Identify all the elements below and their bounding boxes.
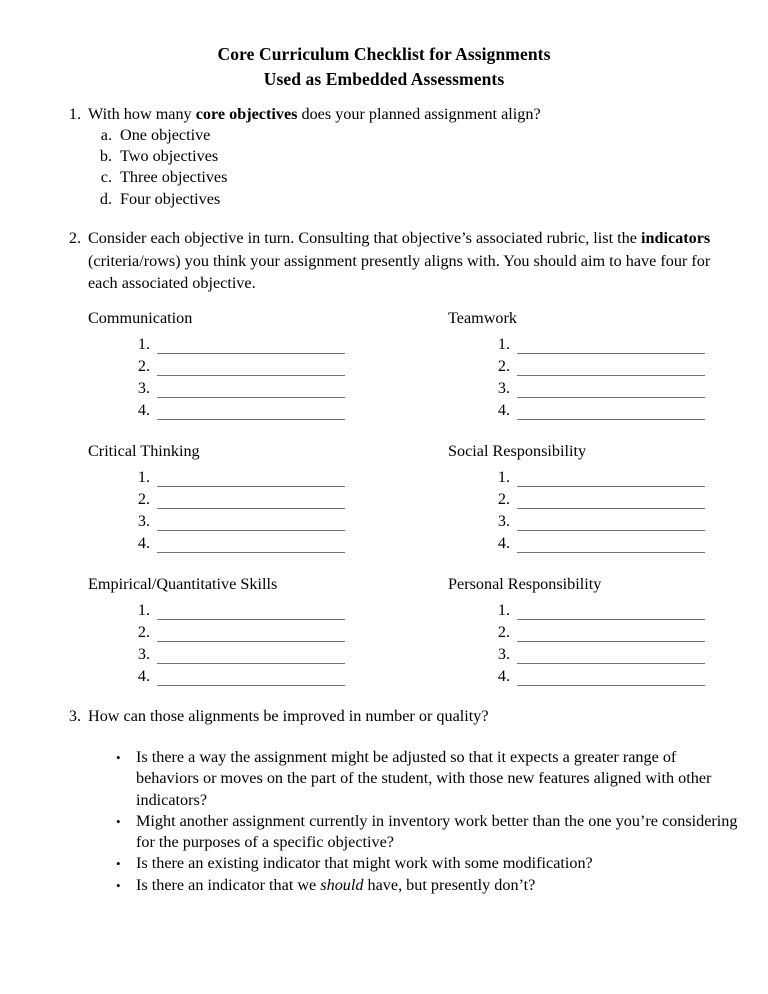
question-3-bullet-list bbox=[112, 747, 740, 896]
blank-line-field[interactable] bbox=[517, 470, 705, 487]
page-title-line-1: Core Curriculum Checklist for Assignments bbox=[217, 44, 551, 64]
blank-line-row[interactable] bbox=[495, 354, 718, 376]
objective-blank-lines bbox=[448, 465, 718, 553]
objective-block-communication bbox=[88, 308, 403, 420]
question-2-emphasis: indicators bbox=[640, 229, 711, 247]
list-item-text: Is there an existing indicator that might work with some modification? bbox=[136, 854, 593, 873]
question-3 bbox=[60, 705, 720, 728]
blank-line-row[interactable] bbox=[495, 465, 718, 487]
question-3-number: 3. bbox=[68, 707, 81, 725]
blank-line-number: 1. bbox=[137, 335, 150, 353]
objective-blank-lines bbox=[88, 598, 403, 686]
bullet-icon: • bbox=[116, 877, 121, 893]
objective-block-social-responsibility bbox=[403, 441, 718, 553]
blank-line-row[interactable] bbox=[135, 509, 403, 531]
list-item-text-part-2: have, but presently don’t? bbox=[363, 875, 536, 894]
blank-line-row[interactable] bbox=[495, 531, 718, 553]
blank-line-field[interactable] bbox=[517, 669, 705, 686]
objective-blank-lines bbox=[88, 465, 403, 553]
objective-title: Personal Responsibility bbox=[448, 575, 602, 593]
blank-line-field[interactable] bbox=[517, 514, 705, 531]
option-b[interactable] bbox=[99, 146, 227, 167]
objective-blank-lines bbox=[88, 332, 403, 420]
blank-line-field[interactable] bbox=[157, 492, 345, 509]
blank-line-number: 3. bbox=[137, 512, 150, 530]
list-item-text bbox=[136, 875, 740, 896]
blank-line-field[interactable] bbox=[157, 536, 345, 553]
option-a-label: One objective bbox=[120, 126, 211, 144]
list-item bbox=[112, 853, 740, 874]
objectives-row-1 bbox=[88, 308, 718, 420]
question-1-text bbox=[88, 103, 660, 126]
option-a[interactable] bbox=[99, 125, 227, 146]
question-1 bbox=[60, 103, 660, 126]
blank-line-number: 3. bbox=[137, 645, 150, 663]
blank-line-field[interactable] bbox=[517, 647, 705, 664]
objective-block-empirical-quantitative-skills bbox=[88, 574, 403, 686]
blank-line-row[interactable] bbox=[495, 598, 718, 620]
blank-line-number: 1. bbox=[137, 601, 150, 619]
list-item bbox=[112, 811, 740, 854]
list-item-text: Might another assignment currently in inventory work better than the one you’re considering for the purposes of a specific objective? bbox=[136, 811, 738, 852]
blank-line-field[interactable] bbox=[157, 669, 345, 686]
question-1-number: 1. bbox=[68, 105, 81, 123]
blank-line-number: 1. bbox=[137, 468, 150, 486]
option-c-letter: c. bbox=[100, 168, 112, 187]
bullet-icon: • bbox=[116, 813, 121, 829]
bullet-icon: • bbox=[116, 750, 121, 765]
blank-line-row[interactable] bbox=[495, 376, 718, 398]
blank-line-field[interactable] bbox=[517, 536, 705, 553]
blank-line-number: 4. bbox=[137, 401, 150, 419]
blank-line-field[interactable] bbox=[157, 470, 345, 487]
list-item-emphasis: should bbox=[320, 875, 364, 894]
option-d-label: Four objectives bbox=[120, 189, 221, 208]
list-item bbox=[112, 875, 740, 896]
blank-line-number: 3. bbox=[497, 645, 510, 663]
question-2-number: 2. bbox=[68, 229, 81, 247]
blank-line-number: 4. bbox=[497, 667, 510, 685]
page-title bbox=[0, 42, 768, 92]
blank-line-number: 3. bbox=[137, 379, 150, 397]
blank-line-row[interactable] bbox=[495, 664, 718, 686]
blank-line-row[interactable] bbox=[135, 465, 403, 487]
blank-line-field[interactable] bbox=[517, 359, 705, 376]
blank-line-field[interactable] bbox=[157, 359, 345, 376]
question-1-text-part-2: does your planned assignment align? bbox=[297, 105, 541, 123]
question-2-text bbox=[88, 227, 732, 295]
question-1-emphasis: core objectives bbox=[195, 105, 298, 123]
bullet-icon: • bbox=[116, 856, 121, 872]
blank-line-number: 1. bbox=[497, 601, 510, 619]
objective-block-teamwork bbox=[403, 308, 718, 420]
blank-line-number: 3. bbox=[497, 512, 510, 530]
blank-line-row[interactable] bbox=[135, 664, 403, 686]
question-2-text-part-1: Consider each objective in turn. Consulting that objective’s associated rubric, list the bbox=[88, 229, 641, 247]
blank-line-number: 2. bbox=[137, 490, 150, 508]
objective-block-critical-thinking bbox=[88, 441, 403, 553]
objective-title: Communication bbox=[88, 309, 193, 327]
blank-line-field[interactable] bbox=[157, 381, 345, 398]
blank-line-number: 2. bbox=[137, 357, 150, 375]
objectives-row-2 bbox=[88, 441, 718, 553]
blank-line-row[interactable] bbox=[135, 531, 403, 553]
objective-title: Teamwork bbox=[448, 309, 517, 327]
blank-line-field[interactable] bbox=[157, 337, 345, 354]
question-3-text: How can those alignments be improved in number or quality? bbox=[88, 707, 489, 725]
blank-line-row[interactable] bbox=[495, 509, 718, 531]
option-b-label: Two objectives bbox=[120, 147, 219, 166]
blank-line-number: 2. bbox=[497, 623, 510, 641]
list-item bbox=[112, 747, 740, 811]
blank-line-field[interactable] bbox=[517, 403, 705, 420]
blank-line-row[interactable] bbox=[495, 332, 718, 354]
list-item-text-part-1: Is there an indicator that we bbox=[136, 875, 321, 894]
objective-block-personal-responsibility bbox=[403, 574, 718, 686]
option-d[interactable] bbox=[99, 189, 227, 210]
blank-line-field[interactable] bbox=[517, 381, 705, 398]
objective-blank-lines bbox=[448, 598, 718, 686]
blank-line-row[interactable] bbox=[135, 354, 403, 376]
blank-line-field[interactable] bbox=[517, 337, 705, 354]
blank-line-row[interactable] bbox=[135, 598, 403, 620]
objectives-row-3 bbox=[88, 574, 718, 686]
blank-line-row[interactable] bbox=[135, 398, 403, 420]
blank-line-row[interactable] bbox=[495, 620, 718, 642]
question-1-text-part-1: With how many bbox=[88, 105, 196, 123]
blank-line-number: 2. bbox=[497, 357, 510, 375]
blank-line-field[interactable] bbox=[517, 492, 705, 509]
blank-line-row[interactable] bbox=[135, 487, 403, 509]
blank-line-number: 1. bbox=[497, 468, 510, 486]
objective-title: Empirical/Quantitative Skills bbox=[88, 575, 278, 593]
blank-line-number: 4. bbox=[497, 534, 510, 552]
blank-line-row[interactable] bbox=[135, 376, 403, 398]
blank-line-row[interactable] bbox=[495, 642, 718, 664]
blank-line-number: 4. bbox=[137, 534, 150, 552]
blank-line-number: 2. bbox=[137, 623, 150, 641]
objective-title: Social Responsibility bbox=[448, 442, 587, 460]
question-2 bbox=[60, 227, 732, 295]
blank-line-row[interactable] bbox=[135, 620, 403, 642]
option-b-letter: b. bbox=[99, 147, 112, 166]
option-a-letter: a. bbox=[100, 126, 112, 144]
question-1-options bbox=[99, 125, 227, 210]
blank-line-row[interactable] bbox=[495, 487, 718, 509]
blank-line-number: 3. bbox=[497, 379, 510, 397]
objective-title: Critical Thinking bbox=[88, 442, 200, 460]
blank-line-field[interactable] bbox=[157, 603, 345, 620]
blank-line-field[interactable] bbox=[157, 625, 345, 642]
objective-blank-lines bbox=[448, 332, 718, 420]
blank-line-number: 4. bbox=[497, 401, 510, 419]
blank-line-row[interactable] bbox=[495, 398, 718, 420]
option-d-letter: d. bbox=[99, 189, 112, 208]
blank-line-field[interactable] bbox=[517, 603, 705, 620]
page-title-line-2: Used as Embedded Assessments bbox=[263, 69, 505, 89]
blank-line-number: 2. bbox=[497, 490, 510, 508]
blank-line-field[interactable] bbox=[157, 403, 345, 420]
blank-line-field[interactable] bbox=[157, 514, 345, 531]
blank-line-number: 1. bbox=[497, 335, 510, 353]
option-c-label: Three objectives bbox=[120, 168, 228, 187]
blank-line-row[interactable] bbox=[135, 332, 403, 354]
blank-line-field[interactable] bbox=[157, 647, 345, 664]
list-item-text: Is there a way the assignment might be adjusted so that it expects a greater range of behaviors or moves on the part of the student, with those new features aligned with other indicators? bbox=[136, 748, 712, 809]
blank-line-number: 4. bbox=[137, 667, 150, 685]
objectives-grid bbox=[88, 308, 718, 707]
option-c[interactable] bbox=[99, 167, 227, 188]
question-2-text-part-2: (criteria/rows) you think your assignment presently aligns with. You should aim to have four for each associated objective. bbox=[88, 251, 711, 292]
blank-line-field[interactable] bbox=[517, 625, 705, 642]
blank-line-row[interactable] bbox=[135, 642, 403, 664]
